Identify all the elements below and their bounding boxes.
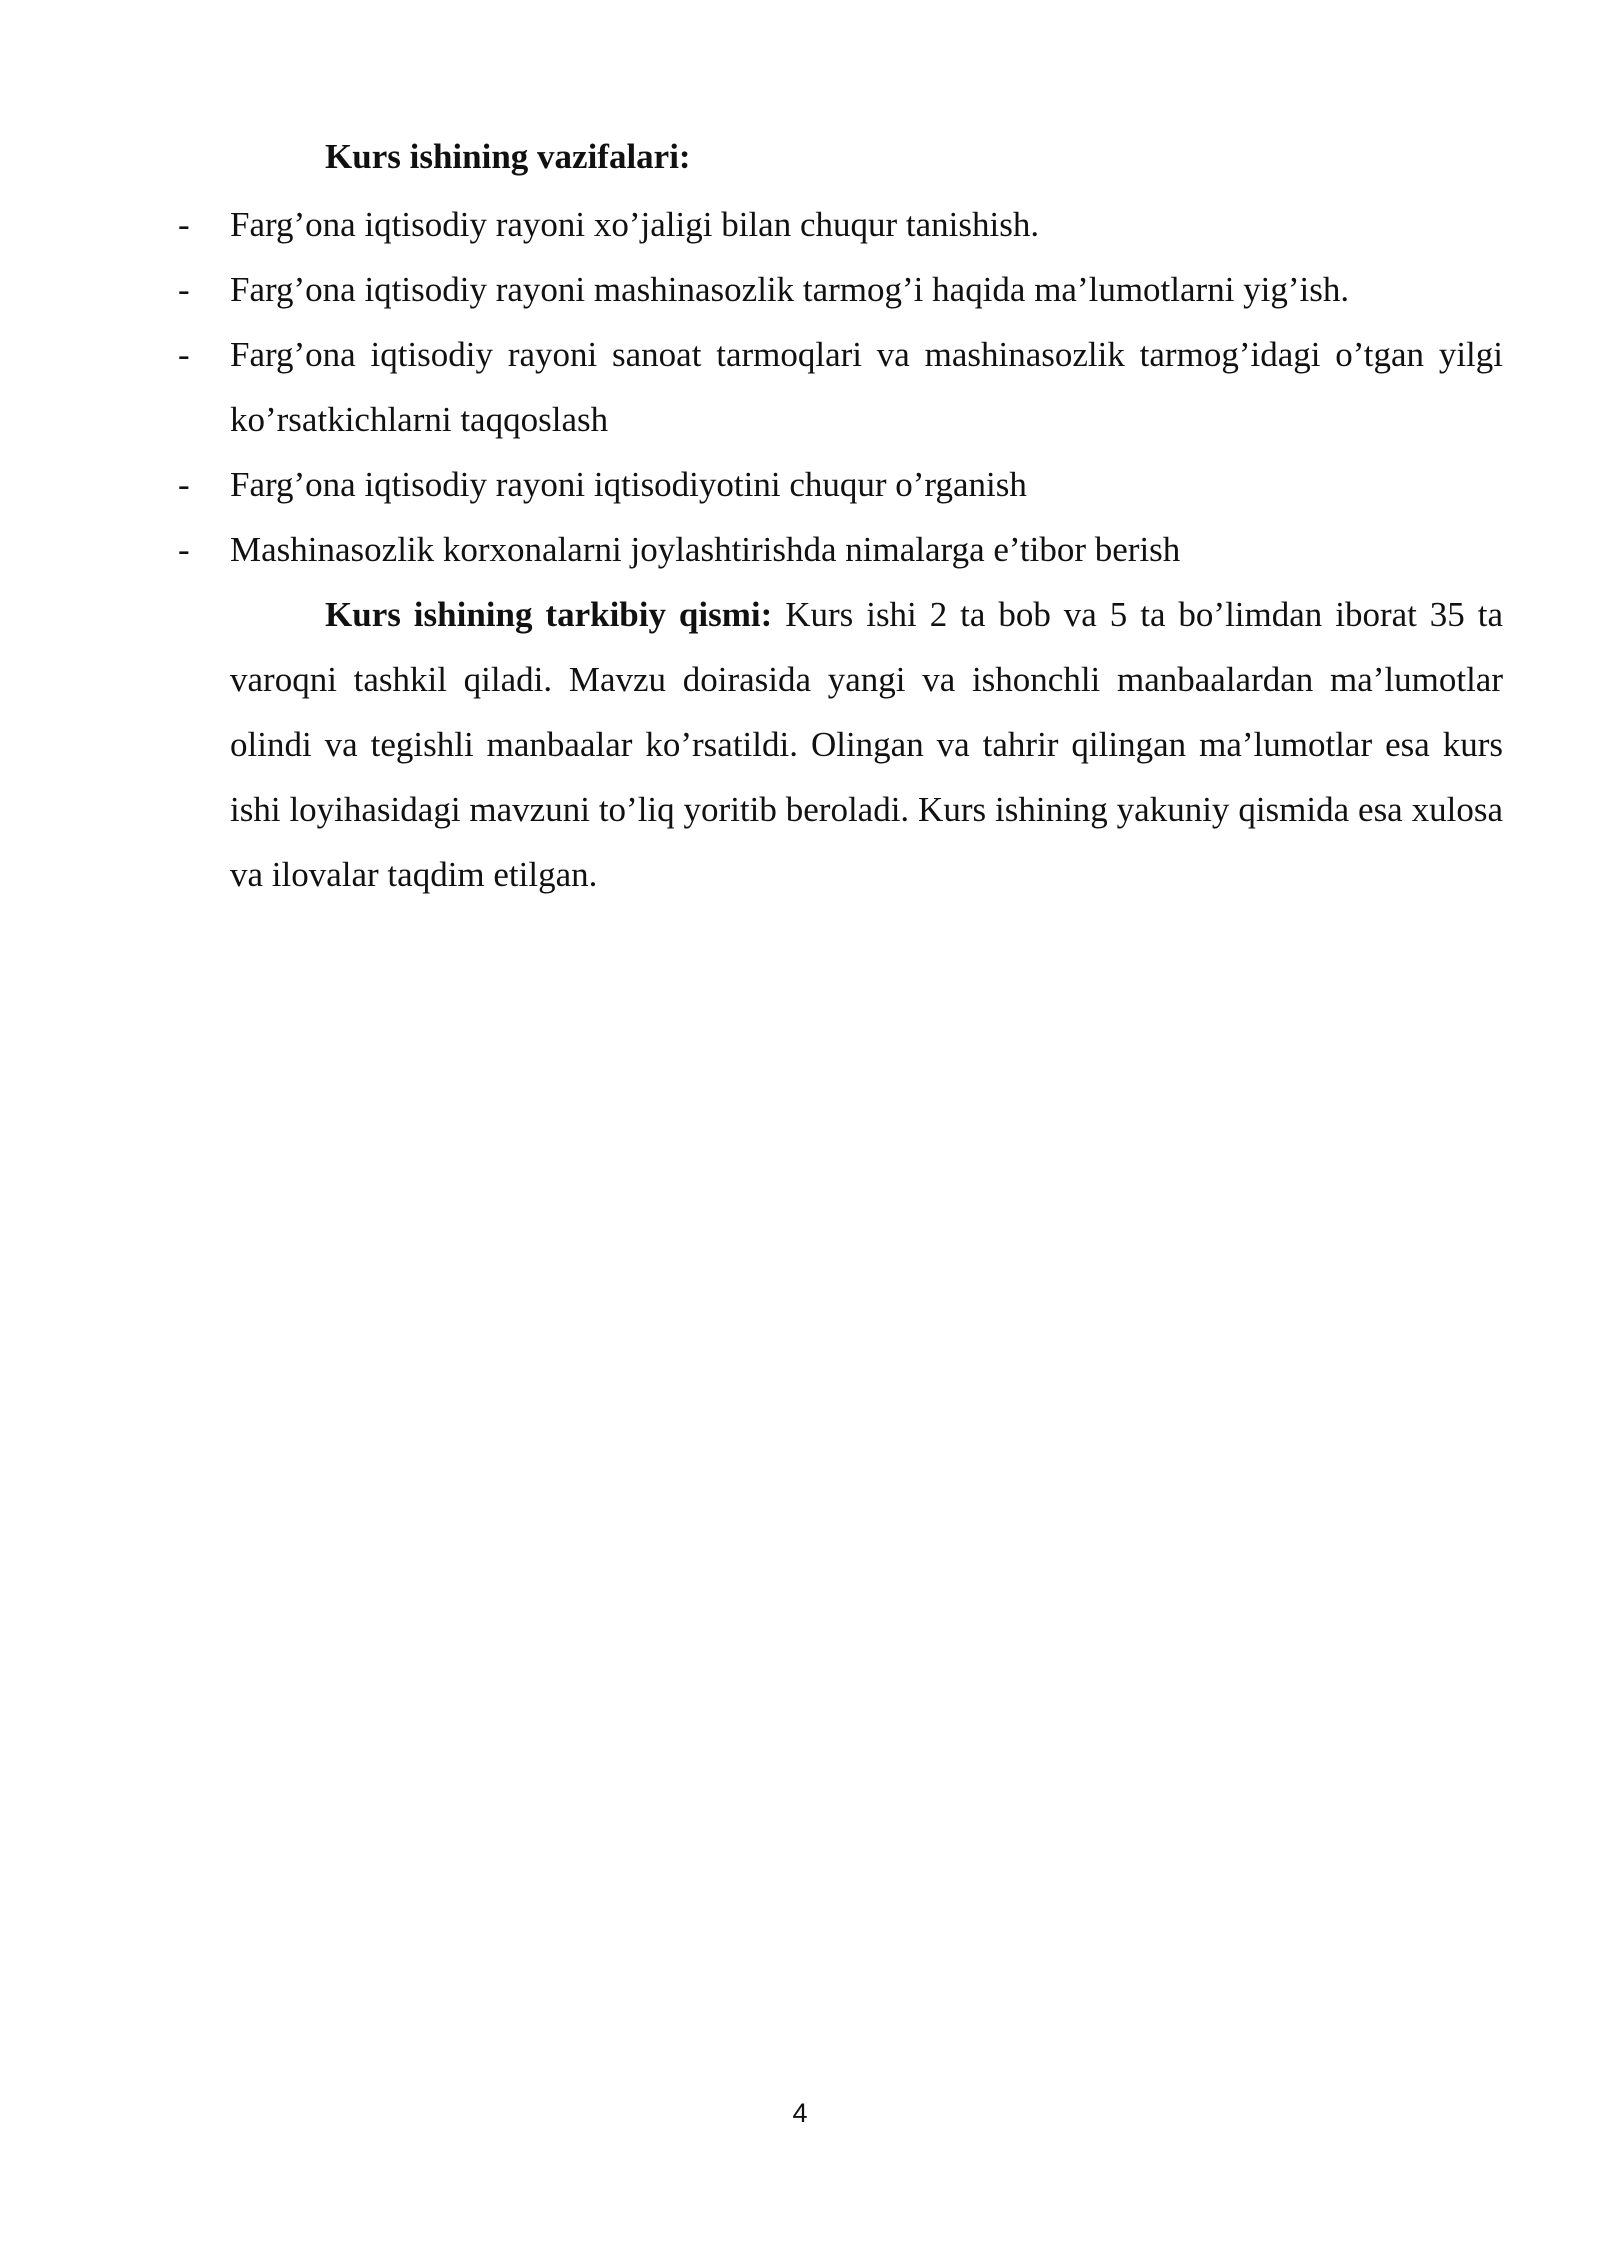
list-item-text: Farg’ona iqtisodiy rayoni sanoat tarmoqlari va mashinasozlik tarmog’idagi o’tgan yilgi ko’rsatkichlarni taqqoslash	[230, 335, 1503, 439]
list-item	[178, 452, 1503, 517]
tasks-list	[178, 192, 1503, 582]
list-item-text: Farg’ona iqtisodiy rayoni mashinasozlik tarmog’i haqida ma’lumotlarni yig’ish.	[230, 270, 1350, 309]
composition-lead: Kurs ishining tarkibiy qismi:	[325, 595, 773, 634]
list-dash: -	[178, 530, 190, 569]
list-item	[178, 192, 1503, 257]
list-dash: -	[178, 465, 190, 504]
page-number: 4	[792, 2098, 808, 2128]
tasks-heading: Kurs ishining vazifalari:	[325, 137, 691, 176]
list-dash: -	[178, 205, 190, 244]
list-item-text: Farg’ona iqtisodiy rayoni xo’jaligi bilan chuqur tanishish.	[230, 205, 1040, 244]
list-item	[178, 517, 1503, 582]
composition-paragraph	[230, 582, 1503, 907]
list-item-text: Farg’ona iqtisodiy rayoni iqtisodiyotini chuqur o’rganish	[230, 465, 1027, 504]
list-dash: -	[178, 270, 190, 309]
list-item	[178, 257, 1503, 322]
list-item-text: Mashinasozlik korxonalarni joylashtirishda nimalarga e’tibor berish	[230, 530, 1181, 569]
composition-body: Kurs ishi 2 ta bob va 5 ta bo’limdan iborat 35 ta varoqni tashkil qiladi. Mavzu doirasida yangi va ishonchli manbaalardan ma’lumotlar olindi va tegishli manbaalar ko’rsatildi. Olingan va tahrir qilingan ma’lumotlar esa kurs ishi loyihasidagi mavzuni to’liq yoritib beroladi. Kurs ishining yakuniy qismida esa xulosa va ilovalar taqdim etilgan.	[230, 595, 1504, 894]
list-dash: -	[178, 335, 190, 374]
list-item	[178, 322, 1503, 452]
